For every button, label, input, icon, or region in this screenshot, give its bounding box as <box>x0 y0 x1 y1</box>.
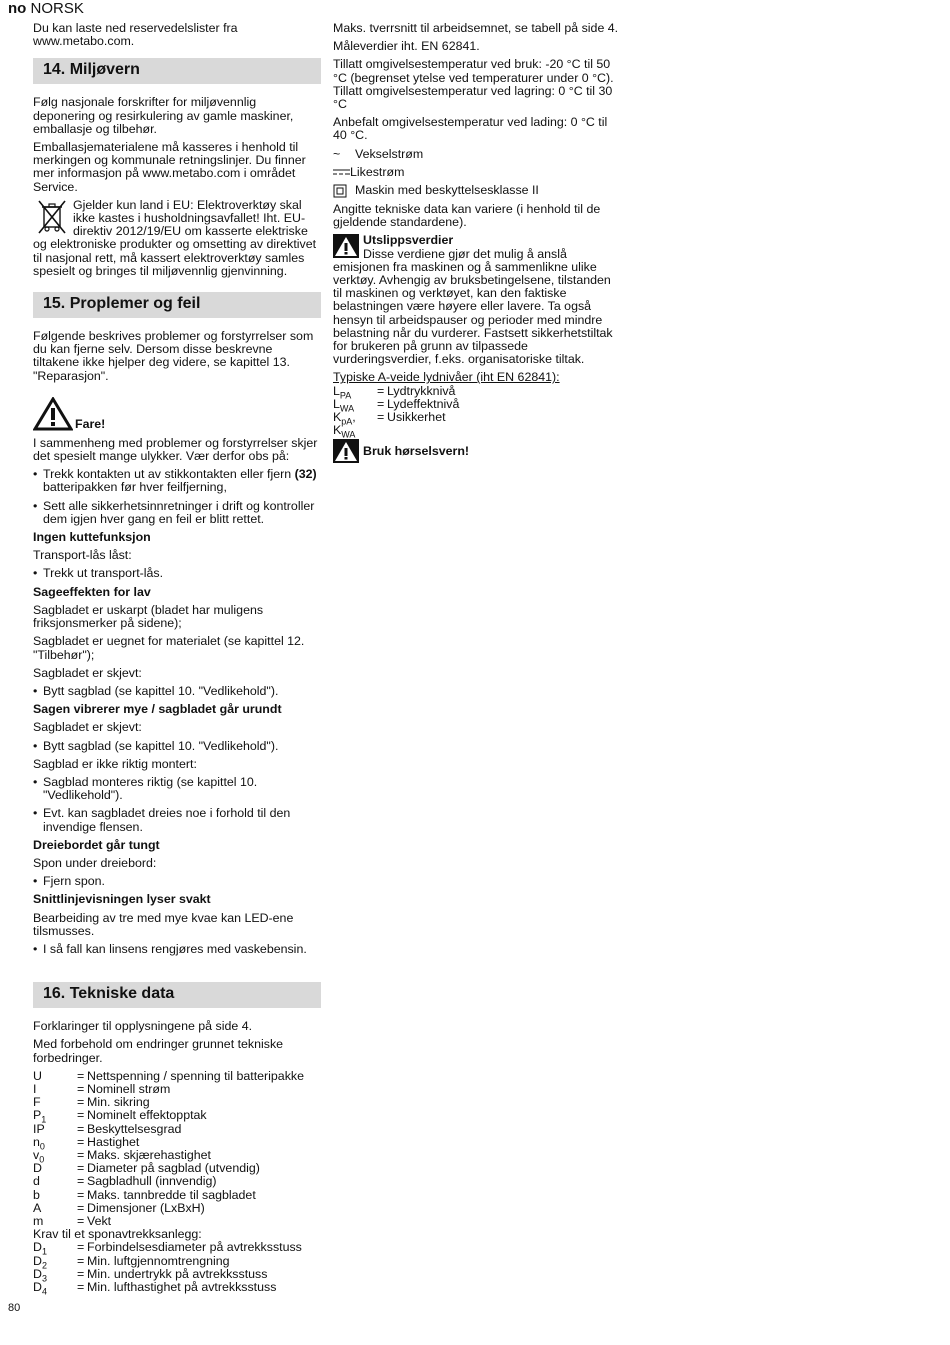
weee-block <box>33 199 321 278</box>
s14-paragraph-2: Emballasjematerialene må kasseres i henhold til merkingen og kommunale retningslinjer. Du finner mer informasjon på www.metabo.com i området Service. <box>33 140 306 194</box>
definition-row: $n_0$ = Hastighet <box>33 1136 321 1149</box>
bullet-unplug-ref: (32) <box>294 467 317 482</box>
no-cut-cause: Transport-lås låst: <box>33 548 132 563</box>
definition-row: d = Sagbladhull (innvendig) <box>33 1175 321 1188</box>
extraction-definitions <box>33 1240 321 1297</box>
definition-value: Diameter på sagblad (utvendig) <box>87 1161 260 1176</box>
heading-vibration: Sagen vibrerer mye / sagbladet går urundt <box>33 702 282 717</box>
s16-paragraph-1: Forklaringer til opplysningene på side 4. <box>33 1019 253 1034</box>
s15-paragraph-1: Følgende beskrives problemer og forstyrrelser som du kan fjerne selv. Dersom disse beskrevne tiltakene ikke hjelper deg videre, se kapittel 13. "Reparasjon". <box>33 329 314 383</box>
lpa-row: $L_{PA}$ = Lydtrykknivå <box>333 385 621 398</box>
emission-text: Disse verdiene gjør det mulig å anslå emisjonen fra maskinen og å sammenlikne ulike verktøy. Avhengig av bruksbetingelsene, tilstanden til maskinen og verktøyet, kan den faktiske belastningen være høyere eller lavere. Ta også hensyn til arbeidspauser og perioder med mindre belastning når du vurderer. Fastsett sikkerhetstiltak for brukeren på grunn av tilpassede vurderingsverdier, f.eks. organisatoriske tiltak. <box>333 246 613 367</box>
definition-value: Dimensjoner (LxBxH) <box>87 1200 205 1215</box>
lwa-label: Lydeffektnivå <box>387 396 460 411</box>
emission-title: Utslippsverdier <box>363 233 454 248</box>
section-16-title: 16. Tekniske data <box>33 982 321 1008</box>
definition-symbol: U <box>33 1068 42 1083</box>
heading-low-power: Sageeffekten for lav <box>33 584 151 599</box>
class2-row <box>333 184 621 198</box>
charging-temperature: Anbefalt omgivelsestemperatur ved lading: 0 °C til 40 °C. <box>333 115 608 143</box>
definition-value: Sagbladhull (innvendig) <box>87 1174 217 1189</box>
definition-symbol: b <box>33 1187 40 1202</box>
definition-row: D = Diameter på sagblad (utvendig) <box>33 1162 321 1175</box>
crossed-bin-icon <box>37 199 67 235</box>
bullet-unplug-text-a: Trekk kontakten ut av stikkontakten eller fjern <box>43 467 295 482</box>
sound-definitions <box>333 385 621 438</box>
low-power-fix: • Bytt sagblad (se kapittel 10. "Vedlikehold"). <box>33 685 321 698</box>
definition-symbol: A <box>33 1200 42 1215</box>
definition-symbol: $D_4$ <box>33 1280 47 1297</box>
vibration-fix-3: • Evt. kan sagbladet dreies noe i forhold til den invendige flensen. <box>33 807 321 833</box>
bullet-safety: • Sett alle sikkerhetsinnretninger i drift og kontroller dem igjen hver gang en feil er blitt rettet. <box>33 500 321 526</box>
k-row: $K_{pA}$, $K_{WA}$ = Usikkerhet <box>333 411 621 437</box>
ac-label: Vekselstrøm <box>355 146 424 161</box>
page-header <box>8 0 84 17</box>
k-label: Usikkerhet <box>387 410 446 425</box>
warning-triangle-icon <box>33 397 73 431</box>
turntable-fix: • Fjern spon. <box>33 875 321 888</box>
definition-symbol: D <box>33 1161 42 1176</box>
class2-label: Maskin med beskyttelsesklasse II <box>355 183 539 198</box>
tech-definitions <box>33 1070 321 1228</box>
right-column <box>333 22 621 463</box>
definition-symbol: $D_1$ <box>33 1240 47 1257</box>
no-cut-fix: • Trekk ut transport-lås. <box>33 567 321 580</box>
vibration-cause-2: Sagblad er ikke riktig montert: <box>33 756 197 771</box>
vibration-fix-1: • Bytt sagblad (se kapittel 10. "Vedlikehold"). <box>33 740 321 753</box>
low-power-cause-1: Sagbladet er uskarpt (bladet har muligens friksjonsmerker på sidene); <box>33 602 264 631</box>
definition-row: $P_1$ = Nominelt effektopptak <box>33 1109 321 1122</box>
definition-value: Min. lufthastighet på avtrekksstuss <box>87 1280 277 1295</box>
s15-paragraph-2: I sammenheng med problemer og forstyrrelser skjer det spesielt mange ulykker. Vær derfor obs på: <box>33 435 318 464</box>
definition-value: Min. sikring <box>87 1095 150 1110</box>
definition-symbol: $D_3$ <box>33 1266 47 1284</box>
definition-symbol: $D_2$ <box>33 1253 47 1271</box>
definition-row: U = Nettspenning / spenning til batteripakke <box>33 1070 321 1083</box>
danger-label: Fare! <box>75 416 106 431</box>
lwa-row: $L_{WA}$ = Lydeffektnivå <box>333 398 621 411</box>
definition-value: Hastighet <box>87 1134 140 1149</box>
cutline-cause: Bearbeiding av tre med mye kvae kan LED-ene tilsmusses. <box>33 910 294 938</box>
definition-row: I = Nominell strøm <box>33 1083 321 1096</box>
emission-block <box>333 234 621 366</box>
definition-value: Forbindelsesdiameter på avtrekksstuss <box>87 1240 302 1255</box>
danger-notice <box>33 397 321 431</box>
definition-symbol: $P_1$ <box>33 1108 47 1125</box>
definition-row: F = Min. sikring <box>33 1096 321 1109</box>
definition-symbol: m <box>33 1214 44 1228</box>
definition-value: Min. undertrykk på avtrekksstuss <box>87 1266 268 1281</box>
definition-value: Maks. skjærehastighet <box>87 1147 211 1162</box>
definition-value: Min. luftgjennomtrengning <box>87 1253 230 1268</box>
heading-turntable: Dreiebordet går tungt <box>33 837 160 852</box>
max-cross-section: Maks. tverrsnitt til arbeidsemnet, se tabell på side 4. <box>333 21 619 35</box>
section-14-title: 14. Miljøvern <box>33 58 321 84</box>
ambient-temperature: Tillatt omgivelsestemperatur ved bruk: -20 °C til 50 °C (begrenset ytelse ved temperaturer under 0 °C). Tillatt omgivelsestemperatur ved lagring: 0 °C til 30 °C <box>333 57 614 112</box>
turntable-cause: Spon under dreiebord: <box>33 855 157 870</box>
vibration-cause-1: Sagbladet er skjevt: <box>33 720 142 735</box>
definition-value: Beskyttelsesgrad <box>87 1121 182 1136</box>
definition-row: $D_3$ = Min. undertrykk på avtrekksstuss <box>33 1268 321 1281</box>
definition-row: $D_2$ = Min. luftgjennomtrengning <box>33 1255 321 1268</box>
vibration-fix-2: • Sagblad monteres riktig (se kapittel 10. "Vedlikehold"). <box>33 776 321 802</box>
page-number: 80 <box>8 1302 21 1314</box>
measurements-standard: Måleverdier iht. EN 62841. <box>333 39 480 54</box>
definition-symbol: I <box>33 1081 37 1096</box>
section-15-title: 15. Proplemer og feil <box>33 292 321 318</box>
hearing-label: Bruk hørselsvern! <box>363 443 470 458</box>
data-variation: Angitte tekniske data kan variere (i henhold til de gjeldende standardene). <box>333 202 601 230</box>
language-name: NORSK <box>30 0 84 17</box>
sound-levels-heading: Typiske A-veide lydnivåer (iht EN 62841): <box>333 370 560 385</box>
definition-value: Maks. tannbredde til sagbladet <box>87 1187 256 1202</box>
dc-label: Likestrøm <box>350 164 405 179</box>
definition-row: A = Dimensjoner (LxBxH) <box>33 1202 321 1215</box>
emission-warning-icon <box>333 234 359 258</box>
dc-row <box>333 166 621 179</box>
double-square-icon <box>333 184 355 198</box>
definition-symbol: $n_0$ <box>33 1134 45 1152</box>
heading-no-cut: Ingen kuttefunksjon <box>33 530 151 545</box>
definition-value: Nominell strøm <box>87 1081 171 1096</box>
extraction-requirements: Krav til et sponavtrekksanlegg: <box>33 1227 202 1242</box>
ac-row <box>333 148 621 161</box>
s14-paragraph-3: Gjelder kun land i EU: Elektroverktøy skal ikke kastes i husholdningsavfallet! Iht. EU-direktiv 2012/19/EU om kasserte elektriske og elektroniske produkter og omsetting av direktivet til nasjonal rett, må kassert elektroverktøy samles spesielt og bringes til miljøvennlig gjenvinning. <box>33 197 317 278</box>
left-column <box>33 21 321 1297</box>
s14-paragraph-1: Følg nasjonale forskrifter for miljøvennlig deponering og resirkulering av gamle maskiner, emballasje og tilbehør. <box>33 95 294 136</box>
definition-row: IP = Beskyttelsesgrad <box>33 1123 321 1136</box>
hearing-warning-icon <box>333 439 359 463</box>
low-power-cause-3: Sagbladet er skjevt: <box>33 665 142 680</box>
definition-symbol: F <box>33 1095 41 1110</box>
hearing-protection <box>333 439 621 463</box>
definition-value: Vekt <box>87 1214 112 1228</box>
definition-row: $D_1$ = Forbindelsesdiameter på avtrekksstuss <box>33 1241 321 1254</box>
bullet-unplug <box>33 468 321 494</box>
definition-row: b = Maks. tannbredde til sagbladet <box>33 1189 321 1202</box>
definition-row: $D_4$ = Min. lufthastighet på avtrekksstuss <box>33 1281 321 1294</box>
lpa-label: Lydtrykknivå <box>387 383 456 398</box>
heading-cutline: Snittlinjevisningen lyser svakt <box>33 892 211 907</box>
bullet-unplug-text-c: batteripakken før hver feilfjerning, <box>43 480 227 495</box>
intro-text: Du kan laste ned reservedelslister fra www.metabo.com. <box>33 21 238 49</box>
language-code: no <box>8 0 27 17</box>
definition-row: $v_0$ = Maks. skjærehastighet <box>33 1149 321 1162</box>
dc-icon <box>333 168 350 176</box>
definition-row: m = Vekt <box>33 1215 321 1228</box>
definition-value: Nominelt effektopptak <box>87 1108 207 1123</box>
definition-symbol: $v_0$ <box>33 1147 45 1165</box>
definition-symbol: IP <box>33 1121 45 1136</box>
ac-icon: ~ <box>333 146 341 161</box>
cutline-fix: • I så fall kan linsens rengjøres med vaskebensin. <box>33 943 321 956</box>
s16-paragraph-2: Med forbehold om endringer grunnet tekniske forbedringer. <box>33 1037 284 1065</box>
definition-symbol: d <box>33 1174 40 1189</box>
low-power-cause-2: Sagbladet er uegnet for materialet (se kapittel 12. "Tilbehør"); <box>33 634 305 662</box>
definition-value: Nettspenning / spenning til batteripakke <box>87 1068 304 1083</box>
